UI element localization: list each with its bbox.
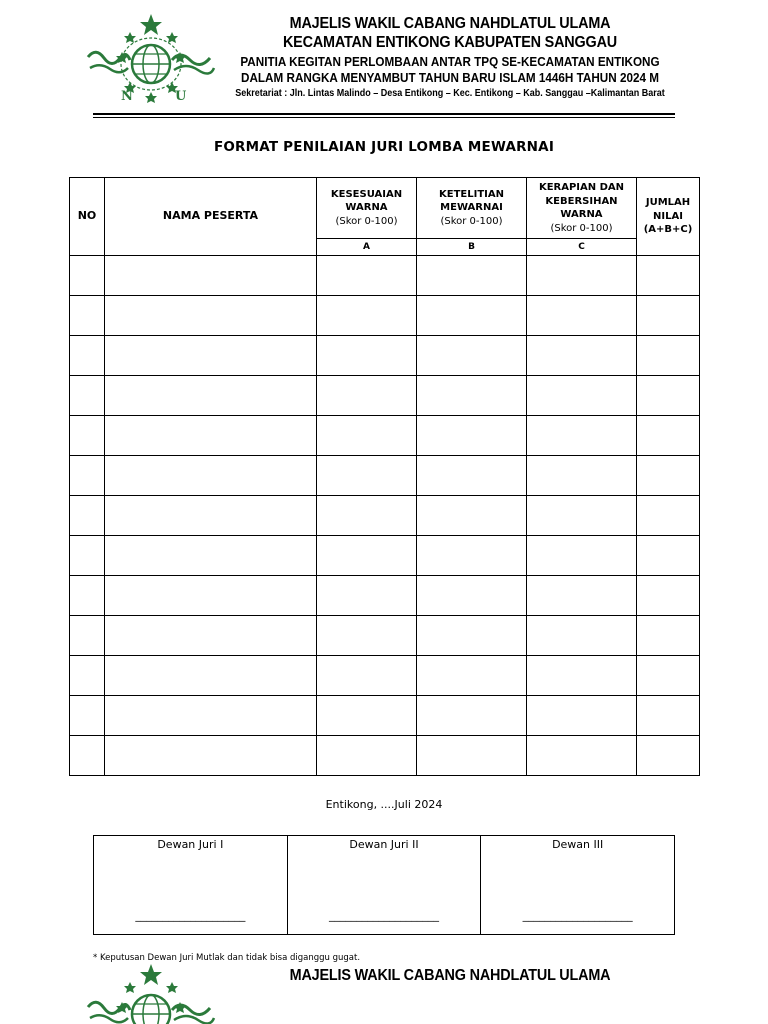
secretariat-address: Sekretariat : Jln. Lintas Malindo – Desa Entikong – Kec. Entikong – Kab. Sanggau –Kalimantan Barat xyxy=(235,88,665,99)
cell-score-b[interactable] xyxy=(417,576,527,616)
cell-score-c[interactable] xyxy=(527,376,637,416)
table-row xyxy=(70,496,700,536)
cell-no[interactable] xyxy=(70,616,105,656)
cell-no[interactable] xyxy=(70,336,105,376)
signature-table xyxy=(93,835,675,935)
cell-total[interactable] xyxy=(637,296,700,336)
header-participant-name: NAMA PESERTA xyxy=(105,178,317,256)
cell-name[interactable] xyxy=(105,656,317,696)
logo-star-top xyxy=(140,14,162,35)
cell-total[interactable] xyxy=(637,736,700,776)
nu-logo-graphic xyxy=(86,962,216,1024)
cell-name[interactable] xyxy=(105,256,317,296)
cell-score-b[interactable] xyxy=(417,736,527,776)
table-row xyxy=(70,576,700,616)
table-row xyxy=(70,656,700,696)
cell-total[interactable] xyxy=(637,576,700,616)
cell-score-a[interactable] xyxy=(317,336,417,376)
cell-score-c[interactable] xyxy=(527,696,637,736)
header-total-score: JUMLAH NILAI (A+B+C) xyxy=(637,178,700,256)
committee-line-1: PANITIA KEGITAN PERLOMBAAN ANTAR TPQ SE-KECAMATAN ENTIKONG xyxy=(240,54,660,69)
subheader-a: A xyxy=(317,239,417,256)
signature-line: ____________________ xyxy=(135,909,246,922)
score-rows xyxy=(70,256,700,776)
cell-score-a[interactable] xyxy=(317,656,417,696)
header-criteria-c: KERAPIAN DAN KEBERSIHAN WARNA (Skor 0-100) xyxy=(527,178,637,239)
table-row xyxy=(70,696,700,736)
nu-logo-next-page xyxy=(86,962,216,1024)
cell-total[interactable] xyxy=(637,336,700,376)
cell-no[interactable] xyxy=(70,456,105,496)
table-row xyxy=(70,536,700,576)
cell-total[interactable] xyxy=(637,616,700,656)
cell-total[interactable] xyxy=(637,416,700,456)
cell-total[interactable] xyxy=(637,376,700,416)
cell-score-c[interactable] xyxy=(527,656,637,696)
subheader-c: C xyxy=(527,239,637,256)
cell-name[interactable] xyxy=(105,576,317,616)
cell-score-c[interactable] xyxy=(527,736,637,776)
cell-no[interactable] xyxy=(70,696,105,736)
org-name: MAJELIS WAKIL CABANG NAHDLATUL ULAMA xyxy=(289,15,611,32)
cell-score-c[interactable] xyxy=(527,336,637,376)
cell-score-c[interactable] xyxy=(527,296,637,336)
letterhead-next-page xyxy=(200,967,700,985)
cell-score-a[interactable] xyxy=(317,536,417,576)
cell-score-a[interactable] xyxy=(317,616,417,656)
cell-score-b[interactable] xyxy=(417,496,527,536)
cell-name[interactable] xyxy=(105,376,317,416)
cell-name[interactable] xyxy=(105,536,317,576)
cell-score-b[interactable] xyxy=(417,376,527,416)
cell-score-a[interactable] xyxy=(317,576,417,616)
cell-score-b[interactable] xyxy=(417,696,527,736)
date-line: Entikong, ....Juli 2024 xyxy=(325,798,443,811)
cell-total[interactable] xyxy=(637,696,700,736)
logo-letter-u: U xyxy=(175,89,187,104)
cell-score-a[interactable] xyxy=(317,456,417,496)
cell-score-a[interactable] xyxy=(317,736,417,776)
nu-logo xyxy=(86,12,216,110)
cell-no[interactable] xyxy=(70,576,105,616)
cell-name[interactable] xyxy=(105,616,317,656)
cell-score-b[interactable] xyxy=(417,416,527,456)
nu-logo-graphic xyxy=(86,12,216,110)
letterhead-rule-thick xyxy=(93,113,675,115)
cell-no[interactable] xyxy=(70,496,105,536)
cell-no[interactable] xyxy=(70,736,105,776)
header-criteria-b: KETELITIAN MEWARNAI (Skor 0-100) xyxy=(417,178,527,239)
cell-score-b[interactable] xyxy=(417,456,527,496)
cell-score-b[interactable] xyxy=(417,536,527,576)
cell-score-c[interactable] xyxy=(527,536,637,576)
table-row xyxy=(70,616,700,656)
cell-no[interactable] xyxy=(70,536,105,576)
table-row xyxy=(70,416,700,456)
judge-3-label: Dewan III xyxy=(552,838,604,851)
cell-no[interactable] xyxy=(70,416,105,456)
signature-line: ____________________ xyxy=(522,909,633,922)
cell-score-a[interactable] xyxy=(317,296,417,336)
cell-score-a[interactable] xyxy=(317,416,417,456)
header-criteria-a: KESESUAIAN WARNA (Skor 0-100) xyxy=(317,178,417,239)
letterhead xyxy=(200,15,700,99)
cell-score-b[interactable] xyxy=(417,616,527,656)
cell-score-c[interactable] xyxy=(527,456,637,496)
cell-score-c[interactable] xyxy=(527,496,637,536)
header-no: NO xyxy=(70,178,105,256)
cell-name[interactable] xyxy=(105,456,317,496)
judge-1-label: Dewan Juri I xyxy=(157,838,224,851)
signature-cell-judge-2 xyxy=(287,836,481,935)
cell-no[interactable] xyxy=(70,656,105,696)
cell-score-c[interactable] xyxy=(527,416,637,456)
org-name-next-page: MAJELIS WAKIL CABANG NAHDLATUL ULAMA xyxy=(289,967,611,984)
cell-total[interactable] xyxy=(637,536,700,576)
letterhead-rule-thin xyxy=(93,117,675,118)
logo-letter-n: N xyxy=(121,89,133,104)
cell-total[interactable] xyxy=(637,656,700,696)
cell-score-c[interactable] xyxy=(527,616,637,656)
cell-score-a[interactable] xyxy=(317,376,417,416)
cell-no[interactable] xyxy=(70,256,105,296)
table-row xyxy=(70,256,700,296)
cell-score-b[interactable] xyxy=(417,656,527,696)
table-row xyxy=(70,736,700,776)
cell-score-b[interactable] xyxy=(417,256,527,296)
cell-name[interactable] xyxy=(105,416,317,456)
org-region: KECAMATAN ENTIKONG KABUPATEN SANGGAU xyxy=(282,34,618,51)
footnote: * Keputusan Dewan Juri Mutlak dan tidak bisa diganggu gugat. xyxy=(93,953,361,963)
cell-name[interactable] xyxy=(105,736,317,776)
table-row xyxy=(70,376,700,416)
cell-score-a[interactable] xyxy=(317,696,417,736)
cell-name[interactable] xyxy=(105,336,317,376)
document-title: FORMAT PENILAIAN JURI LOMBA MEWARNAI xyxy=(213,139,555,155)
cell-score-b[interactable] xyxy=(417,296,527,336)
cell-total[interactable] xyxy=(637,496,700,536)
signature-cell-judge-3 xyxy=(481,836,675,935)
table-row xyxy=(70,336,700,376)
cell-name[interactable] xyxy=(105,296,317,336)
cell-score-a[interactable] xyxy=(317,496,417,536)
cell-score-c[interactable] xyxy=(527,256,637,296)
signature-line: ____________________ xyxy=(328,909,439,922)
cell-total[interactable] xyxy=(637,256,700,296)
committee-line-2: DALAM RANGKA MENYAMBUT TAHUN BARU ISLAM 1446H TAHUN 2024 M xyxy=(241,70,659,85)
score-table xyxy=(69,177,700,776)
table-row xyxy=(70,296,700,336)
cell-score-a[interactable] xyxy=(317,256,417,296)
cell-no[interactable] xyxy=(70,376,105,416)
cell-score-c[interactable] xyxy=(527,576,637,616)
cell-name[interactable] xyxy=(105,496,317,536)
cell-no[interactable] xyxy=(70,296,105,336)
cell-total[interactable] xyxy=(637,456,700,496)
subheader-b: B xyxy=(417,239,527,256)
table-row xyxy=(70,456,700,496)
judge-2-label: Dewan Juri II xyxy=(349,838,419,851)
cell-score-b[interactable] xyxy=(417,336,527,376)
cell-name[interactable] xyxy=(105,696,317,736)
signature-cell-judge-1 xyxy=(94,836,288,935)
